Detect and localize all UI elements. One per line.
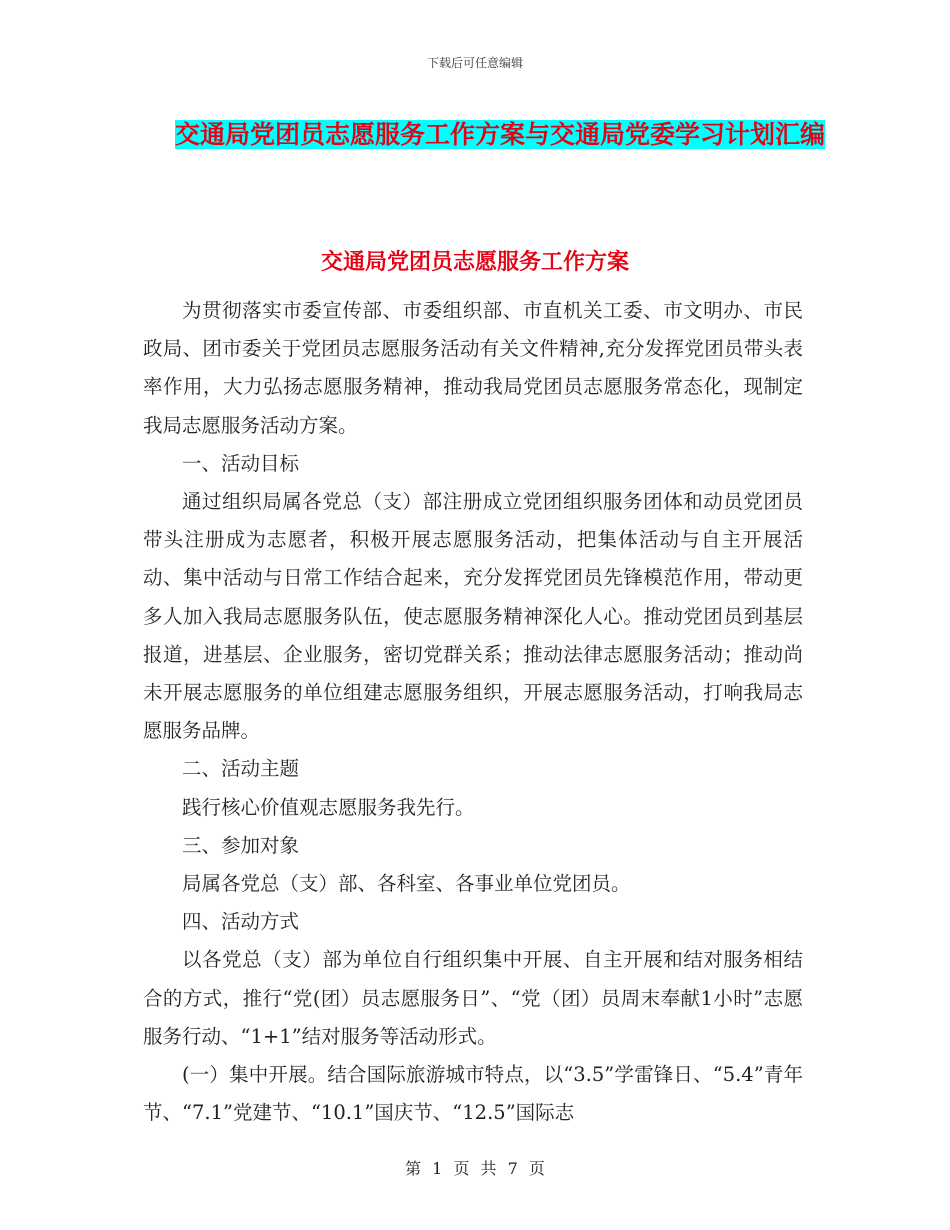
header-note: 下载后可任意编辑	[426, 56, 523, 70]
paragraph-centralized: (一）集中开展。结合国际旅游城市特点，以“3.5”学雷锋日、“5.4”青年节、“7.1”党建节、“10.1”国庆节、“12.5”国际志	[143, 1063, 803, 1125]
document-body	[143, 292, 803, 1132]
heading-participants: 三、参加对象	[182, 833, 300, 857]
heading-activity-method: 四、活动方式	[182, 910, 300, 934]
paragraph-activity-method: 以各党总（支）部为单位自行组织集中开展、自主开展和结对服务相结合的方式，推行“党(团）员志愿服务日”、“党（团）员周末奉献1小时”志愿服务行动、“1+1”结对服务等活动形式。	[143, 948, 803, 1048]
paragraph-activity-goal: 通过组织局属各党总（支）部注册成立党团组织服务团体和动员党团员带头注册成为志愿者，积极开展志愿服务活动，把集体活动与自主开展活动、集中活动与日常工作结合起来，充分发挥党团员先锋模范作用，带动更多人加入我局志愿服务队伍，使志愿服务精神深化人心。推动党团员到基层报道，进基层、企业服务，密切党群关系；推动法律志愿服务活动；推动尚未开展志愿服务的单位组建志愿服务组织，开展志愿服务活动，打响我局志愿服务品牌。	[143, 490, 803, 743]
document-title-text: 交通局党团员志愿服务工作方案与交通局党委学习计划汇编	[174, 120, 825, 149]
paragraph-intro: 为贯彻落实市委宣传部、市委组织部、市直机关工委、市文明办、市民政局、团市委关于党团员志愿服务活动有关文件精神,充分发挥党团员带头表率作用，大力弘扬志愿服务精神，推动我局党团员志愿服务常态化，现制定我局志愿服务活动方案。	[143, 299, 803, 437]
paragraph-activity-theme: 践行核心价值观志愿服务我先行。	[182, 795, 475, 819]
section-title: 交通局党团员志愿服务工作方案	[320, 250, 629, 275]
page-footer: 第 1 页 共 7 页	[405, 1159, 545, 1178]
document-title	[150, 108, 850, 162]
paragraph-participants: 局属各党总（支）部、各科室、各事业单位党团员。	[182, 872, 631, 896]
heading-activity-theme: 二、活动主题	[182, 757, 300, 781]
heading-activity-goal: 一、活动目标	[182, 451, 300, 475]
